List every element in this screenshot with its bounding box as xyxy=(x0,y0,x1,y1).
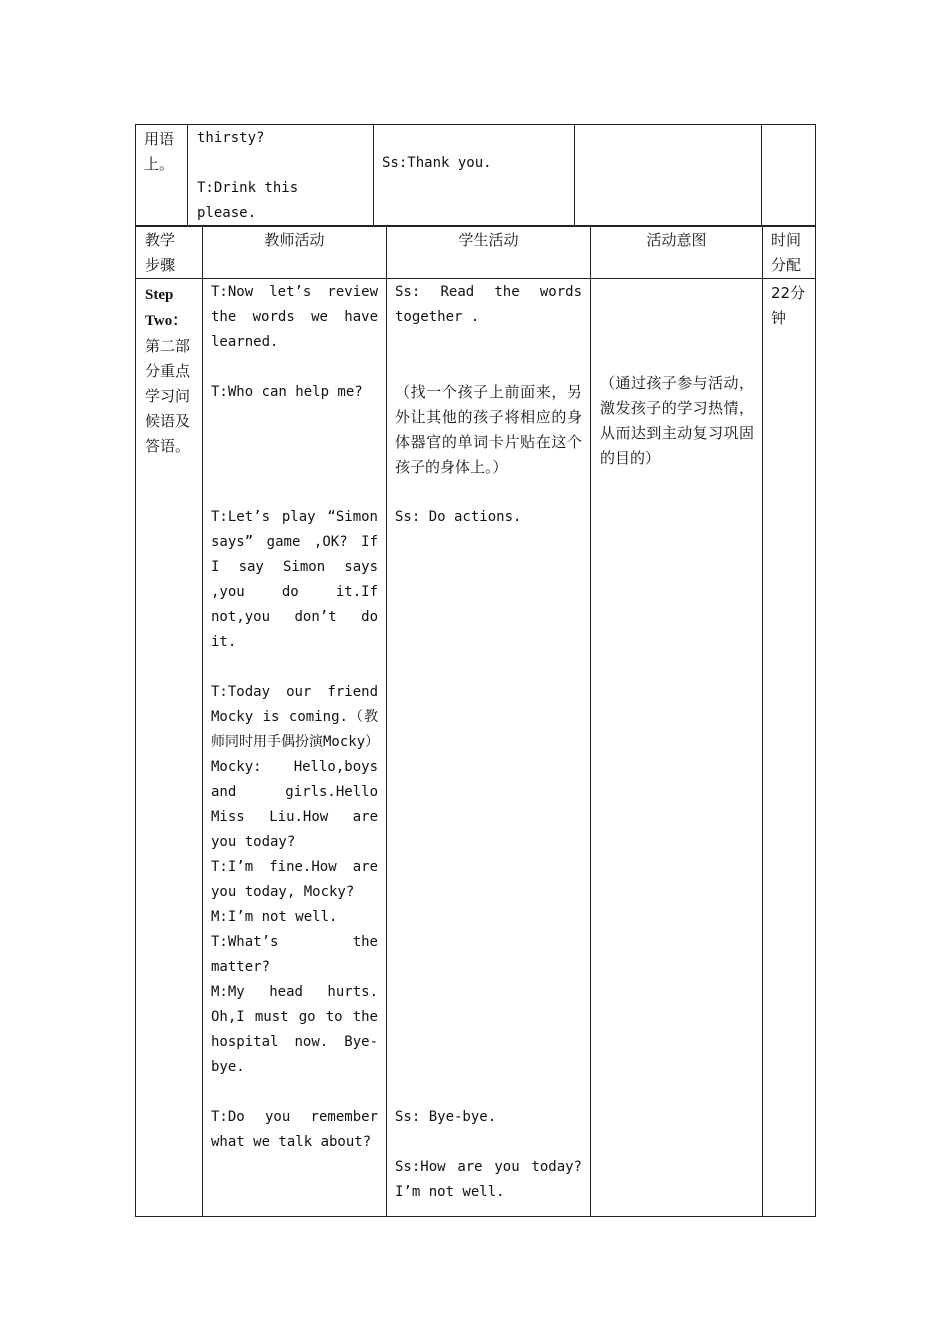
student-actions: Ss: Do actions. xyxy=(395,509,522,525)
header-row xyxy=(136,226,816,279)
header-step-line-2: 步骤 xyxy=(145,256,176,274)
teacher-activity-cell xyxy=(203,279,387,1217)
header-teacher-text: 教师活动 xyxy=(264,231,325,249)
top-teacher-line-1: thirsty? xyxy=(197,130,265,146)
header-intent xyxy=(591,226,763,279)
student-find: （找一个孩子上前面来，另外让其他的孩子将相应的身体器官的单词卡片贴在这个孩子的身体上。） xyxy=(395,383,582,476)
header-step-line-1: 教学 xyxy=(145,231,176,249)
step-cell xyxy=(136,279,203,1217)
step-title: Step Two xyxy=(145,287,174,329)
header-step xyxy=(136,226,203,279)
top-teacher-line-3: T:Drink this please. xyxy=(197,180,307,221)
teacher-remember: T:Do you remember what we talk about? xyxy=(211,1109,378,1150)
header-time xyxy=(763,226,816,279)
header-intent-text: 活动意图 xyxy=(646,231,707,249)
student-activity-cell xyxy=(387,279,591,1217)
header-time-line-1: 时间 xyxy=(771,231,802,249)
top-student-line-1 xyxy=(382,126,566,151)
top-teacher-cell xyxy=(188,125,374,227)
header-student-text: 学生活动 xyxy=(458,231,519,249)
step-two-row xyxy=(136,279,816,1217)
header-student xyxy=(387,226,591,279)
teacher-simon-says: T:Let’s play “Simon says” game ,OK? If I say Simon says ,you do it.If not,you don’t do it. xyxy=(211,509,378,650)
top-intent-cell xyxy=(575,125,762,227)
student-how: Ss:How are you today? I’m not well. xyxy=(395,1159,582,1200)
header-teacher xyxy=(203,226,387,279)
teacher-review: T:Now let’s review the words we have learned. xyxy=(211,284,378,350)
top-table xyxy=(135,124,816,227)
top-step-line-2: 上。 xyxy=(144,155,175,173)
top-student-cell xyxy=(374,125,575,227)
time-text: 22分钟 xyxy=(771,284,806,327)
student-read: Ss: Read the words together . xyxy=(395,284,582,325)
top-step-line-1: 用语 xyxy=(144,130,175,148)
top-teacher-line-2 xyxy=(197,151,365,176)
time-cell xyxy=(763,279,816,1217)
lesson-table xyxy=(135,225,816,1217)
header-time-line-2: 分配 xyxy=(771,256,802,274)
mocky-not-well: M:I’m not well. xyxy=(211,909,338,925)
student-bye: Ss: Bye-bye. xyxy=(395,1109,497,1125)
mocky-hello: Mocky: Hello,boys and girls.Hello Miss Liu.How are you today? xyxy=(211,759,378,850)
top-student-line-2: Ss:Thank you. xyxy=(382,155,492,171)
top-step-cell xyxy=(136,125,188,227)
step-description: 第二部分重点学习问候语及答语。 xyxy=(145,337,191,455)
top-time-cell xyxy=(762,125,816,227)
teacher-matter: T:What’s the matter? xyxy=(211,934,378,975)
intent-cell xyxy=(591,279,763,1217)
intent-text: （通过孩子参与活动，激发孩子的学习热情，从而达到主动复习巩固的目的） xyxy=(600,374,754,467)
teacher-fine: T:I’m fine.How are you today, Mocky? xyxy=(211,859,378,900)
teacher-today-mocky: T:Today our friend Mocky is coming.（教师同时用手偶扮演Mocky） xyxy=(211,684,380,750)
mocky-head-hurts: M:My head hurts. Oh,I must go to the hospital now. Bye-bye. xyxy=(211,984,378,1075)
teacher-help: T:Who can help me? xyxy=(211,384,363,400)
step-title-colon: ： xyxy=(172,311,188,329)
